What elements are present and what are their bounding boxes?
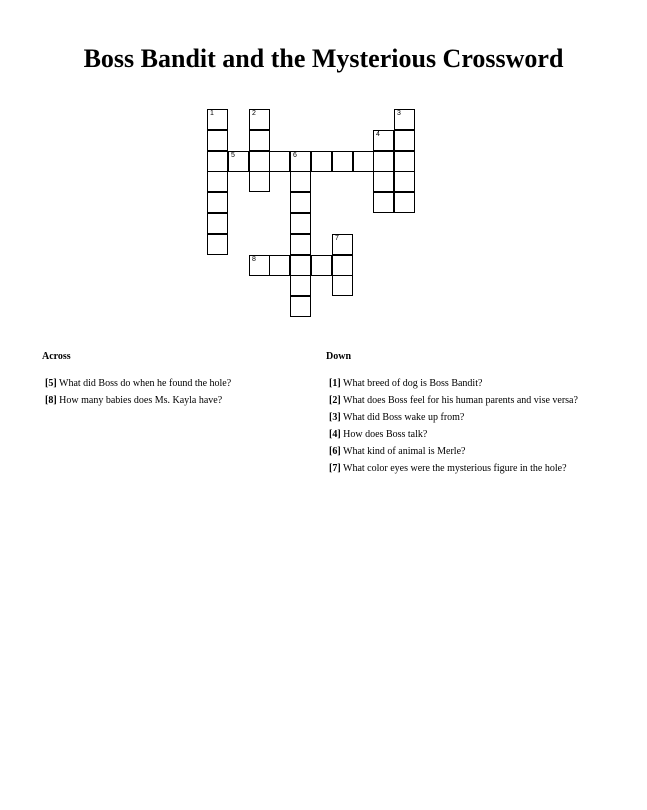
across-heading: Across [42, 351, 71, 362]
crossword-cell[interactable] [249, 171, 270, 192]
down-clue-list [326, 375, 578, 477]
down-clues [326, 350, 578, 477]
clue-number: 6 [293, 152, 297, 159]
clue-number: [3] [329, 412, 341, 423]
clue-item [326, 443, 578, 460]
clue-text: What did Boss wake up from? [343, 412, 465, 423]
clue-number: 8 [252, 256, 256, 263]
clue-number: 7 [335, 235, 339, 242]
down-heading: Down [326, 351, 352, 362]
crossword-cell[interactable] [290, 192, 311, 213]
crossword-cell[interactable] [207, 171, 228, 192]
crossword-cell[interactable] [269, 151, 290, 172]
page-title: Boss Bandit and the Mysterious Crossword [83, 44, 564, 73]
across-clues [42, 350, 231, 409]
crossword-cell[interactable] [290, 234, 311, 255]
clue-number: [1] [329, 378, 341, 389]
crossword-cell[interactable] [290, 171, 311, 192]
clue-number: 2 [252, 110, 256, 117]
crossword-cell[interactable] [290, 296, 311, 317]
clue-item [326, 375, 578, 392]
clue-item [326, 409, 578, 426]
clue-number: [7] [329, 463, 341, 474]
crossword-cell[interactable] [311, 151, 332, 172]
crossword-cell[interactable] [373, 130, 394, 151]
crossword-cell[interactable] [207, 213, 228, 234]
clue-number: [8] [45, 395, 57, 406]
crossword-cell[interactable] [290, 213, 311, 234]
crossword-cell[interactable] [394, 130, 415, 151]
clue-item [326, 426, 578, 443]
crossword-cell[interactable] [207, 130, 228, 151]
crossword-cell[interactable] [311, 255, 332, 276]
crossword-cell[interactable] [207, 192, 228, 213]
crossword-cell[interactable] [249, 109, 270, 130]
crossword-cell[interactable] [332, 151, 353, 172]
clue-text: What color eyes were the mysterious figure in the hole? [343, 463, 567, 474]
clue-number: 4 [376, 131, 380, 138]
clue-item [42, 375, 231, 392]
crossword-cell[interactable] [394, 109, 415, 130]
crossword-cell[interactable] [373, 192, 394, 213]
crossword-cell[interactable] [207, 234, 228, 255]
clue-text: What breed of dog is Boss Bandit? [343, 378, 483, 389]
crossword-cell[interactable] [249, 151, 270, 172]
clue-number: 1 [210, 110, 214, 117]
clue-text: What kind of animal is Merle? [343, 446, 466, 457]
across-clue-list [42, 375, 231, 409]
clue-number: [5] [45, 378, 57, 389]
crossword-cell[interactable] [249, 130, 270, 151]
clue-text: How does Boss talk? [343, 429, 428, 440]
crossword-cell[interactable] [332, 234, 353, 255]
crossword-cell[interactable] [373, 151, 394, 172]
clue-number: 3 [397, 110, 401, 117]
clue-text: What did Boss do when he found the hole? [59, 378, 232, 389]
crossword-cell[interactable] [290, 275, 311, 296]
clue-item [42, 392, 231, 409]
crossword-cell[interactable] [249, 255, 270, 276]
crossword-cell[interactable] [353, 151, 374, 172]
crossword-cell[interactable] [373, 171, 394, 192]
clue-text: How many babies does Ms. Kayla have? [59, 395, 223, 406]
crossword-cell[interactable] [394, 171, 415, 192]
clue-number: 5 [231, 152, 235, 159]
crossword-cell[interactable] [394, 192, 415, 213]
crossword-cell[interactable] [290, 151, 311, 172]
clue-item [326, 392, 578, 409]
crossword-cell[interactable] [290, 255, 311, 276]
crossword-cell[interactable] [332, 255, 353, 276]
crossword-cell[interactable] [394, 151, 415, 172]
crossword-cell[interactable] [207, 151, 228, 172]
clue-number: [4] [329, 429, 341, 440]
crossword-cell[interactable] [332, 275, 353, 296]
crossword-cell[interactable] [228, 151, 249, 172]
clue-number: [2] [329, 395, 341, 406]
clue-item [326, 460, 578, 477]
crossword-grid [0, 0, 647, 330]
crossword-cell[interactable] [269, 255, 290, 276]
clue-number: [6] [329, 446, 341, 457]
clue-text: What does Boss feel for his human parents and vise versa? [343, 395, 578, 406]
crossword-cell[interactable] [207, 109, 228, 130]
